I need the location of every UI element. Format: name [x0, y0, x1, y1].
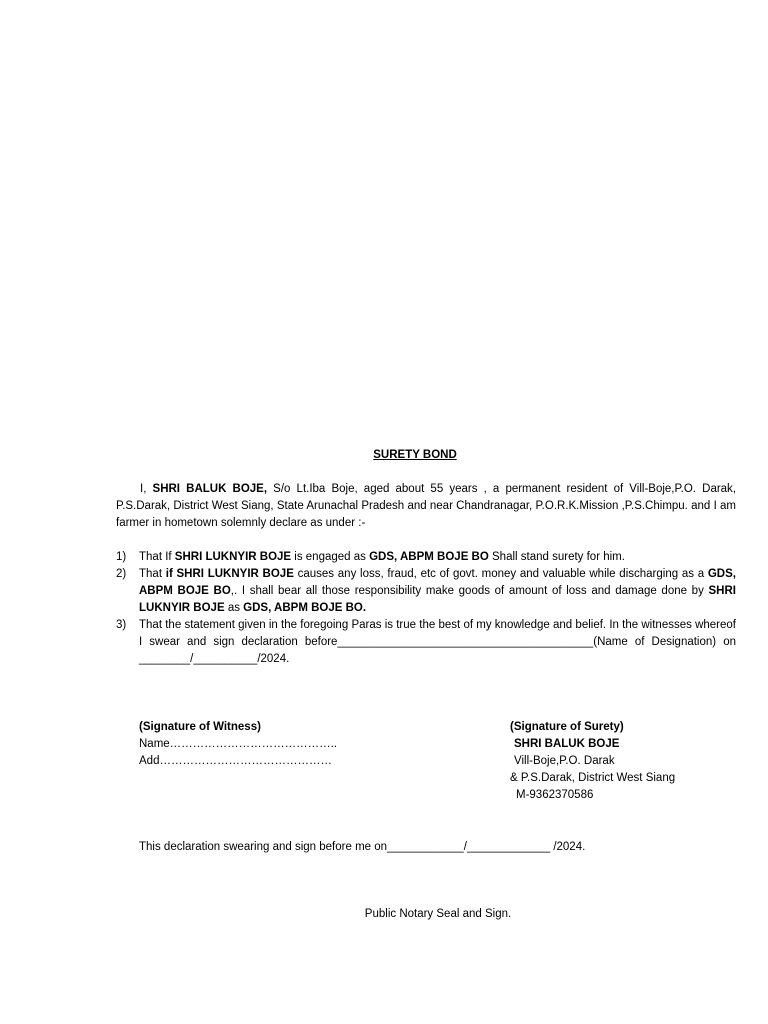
item-text: ,. I shall bear all those responsibility make goods of amount of loss and damage done by	[230, 585, 709, 597]
item-bold-text: SHRI LUKNYIR BOJE	[174, 551, 292, 563]
declarant-name: SHRI BALUK BOJE,	[152, 483, 268, 495]
list-item	[116, 566, 736, 617]
item-text: That the statement given in the foregoing Paras is true the best of my knowledge and belief. In the witnesses whereof I swear and sign declaration before________________________________________(Name of Designation) on ________/__________/2024.	[139, 619, 736, 665]
witness-name-line: Name……………………………………..	[139, 738, 338, 750]
declaration-items	[116, 549, 736, 668]
document-title: SURETY BOND	[373, 449, 457, 461]
list-item	[116, 549, 736, 566]
list-item	[116, 617, 736, 668]
item-text: That If	[139, 551, 175, 563]
item-text: causes any loss, fraud, etc of govt. money and valuable while discharging as a	[293, 568, 708, 580]
surety-mobile: M-9362370586	[516, 789, 594, 801]
witness-heading: (Signature of Witness)	[139, 721, 261, 733]
item-number: 1)	[116, 551, 127, 563]
witness-address-line: Add………………………………………	[139, 755, 332, 767]
item-text: as	[224, 602, 244, 614]
intro-paragraph	[116, 481, 736, 532]
item-bold-text: SHRI LUKNYIR BOJE	[139, 585, 736, 614]
item-number: 3)	[116, 619, 127, 631]
notary-caption: Public Notary Seal and Sign.	[364, 908, 512, 920]
item-number: 2)	[116, 568, 127, 580]
surety-heading: (Signature of Surety)	[510, 721, 624, 733]
item-bold-text: GDS, ABPM BOJE BO	[139, 568, 736, 597]
item-text: is engaged as	[291, 551, 370, 563]
item-bold-text: GDS, ABPM BOJE BO.	[243, 602, 367, 614]
surety-name: SHRI BALUK BOJE	[514, 738, 620, 750]
item-text: Shall stand surety for him.	[488, 551, 625, 563]
surety-signature-block	[510, 719, 740, 804]
surety-address-line-1: Vill-Boje,P.O. Darak	[514, 755, 615, 767]
intro-text-start: I,	[140, 483, 153, 495]
item-text: That	[139, 568, 166, 580]
declaration-line: This declaration swearing and sign before me on____________/_____________ /2024.	[139, 841, 586, 853]
surety-address-line-2: & P.S.Darak, District West Siang	[510, 772, 676, 784]
item-bold-text: if SHRI LUKNYIR BOJE	[165, 568, 294, 580]
witness-signature-block	[139, 719, 399, 770]
item-bold-text: GDS, ABPM BOJE BO	[369, 551, 489, 563]
intro-text-rest: S/o Lt.Iba Boje, aged about 55 years , a permanent resident of Vill-Boje,P.O. Darak, P.S.Darak, District West Siang, State Arunachal Pradesh and near Chandranagar, P.O.R.K.Mission ,P.S.Chimpu. and I am farmer in hometown solemnly declare as under :-	[116, 483, 737, 529]
